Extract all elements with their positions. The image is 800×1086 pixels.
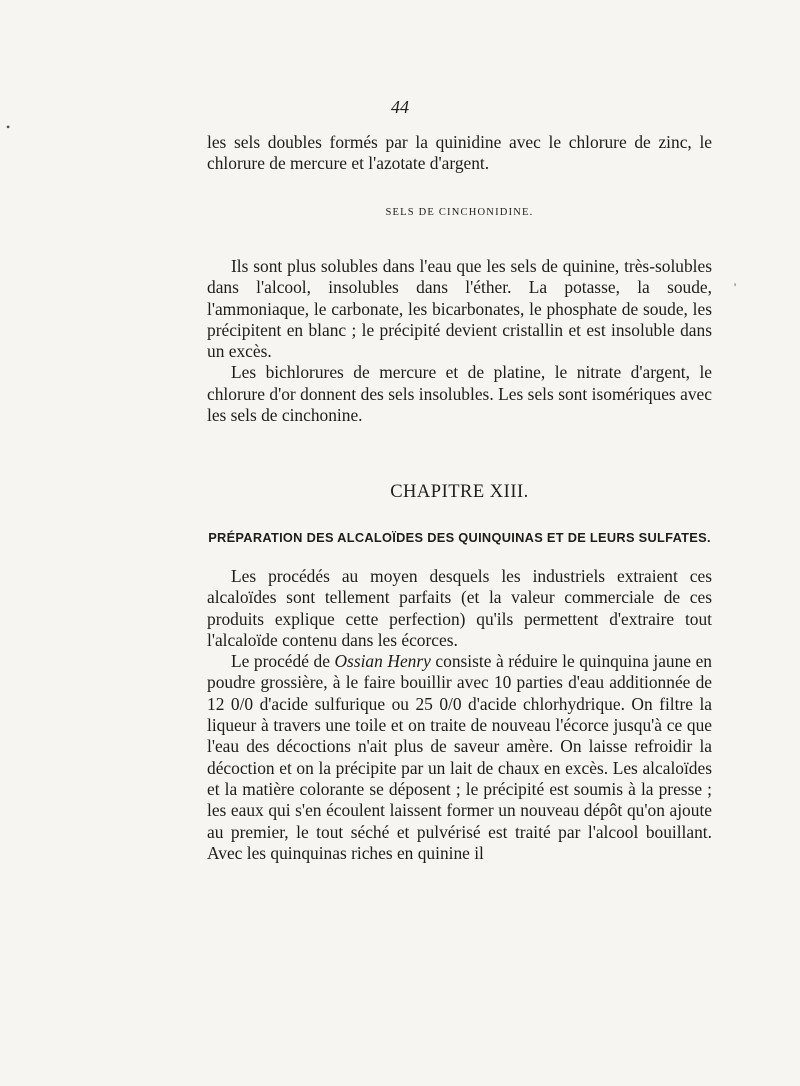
chapter-title: CHAPITRE XIII. [390,482,529,502]
paragraph-ossian-henry-intro: Le procédé de [231,651,335,672]
cinchonidine-section [207,256,712,426]
chapter-subtitle: PRÉPARATION DES ALCALOÏDES DES QUINQUINAS ET DE LEURS SULFATES. [208,530,711,545]
intro-paragraph: les sels doubles formés par la quinidine avec le chlorure de zinc, le chlorure de mercure et l'azotate d'argent. [207,132,712,174]
preparation-section [207,566,712,864]
paragraph-insoluble-salts: Les bichlorures de mercure et de platine, le nitrate d'argent, le chlorure d'or donnent des sels insolubles. Les sels sont isomériques avec les sels de cinchonine. [207,362,712,426]
paragraph-ossian-henry-body: consiste à réduire le quinquina jaune en poudre grossière, à le faire bouillir avec 10 parties d'eau additionnée de 12 0/0 d'acide sulfurique ou 25 0/0 d'acide chlorhydrique. On filtre la liqueur à travers une toile et on traite de nouveau l'écorce jusqu'à ce que l'eau des décoctions n'ait plus de saveur amère. On laisse refroidir la décoction et on la précipite par un lait de chaux en excès. Les alcaloïdes et la matière colorante se déposent ; le précipité est soumis à la presse ; les eaux qui s'en écoulent laissent former un nouveau dépôt qu'on ajoute au premier, le tout séché et pulvérisé est traité par l'alcool bouillant. Avec les quinquinas riches en quinine il [207,651,713,863]
page-number: 44 [391,97,409,117]
author-name: Ossian Henry [334,651,431,672]
section-heading: SELS DE CINCHONIDINE. [385,207,534,218]
paragraph-procedures: Les procédés au moyen desquels les industriels extraient ces alcaloïdes sont tellement parfaits (et la valeur commerciale de ces produits explique cette perfection) qu'ils permettent d'extraire tout l'alcaloïde contenu dans les écorces. [207,566,712,650]
intro-paragraph-block [207,132,712,175]
paragraph-solubility: Ils sont plus solubles dans l'eau que les sels de quinine, très-solubles dans l'alcool, insolubles dans l'éther. La potasse, la soude, l'ammoniaque, le carbonate, les bicarbonates, le phosphate de soude, les précipitent en blanc ; le précipité devient cristallin et est insoluble dans un excès. [207,256,712,362]
margin-mark-left: • [6,120,11,134]
paragraph-ossian-henry [207,651,712,864]
margin-mark-right: ' [734,280,737,294]
